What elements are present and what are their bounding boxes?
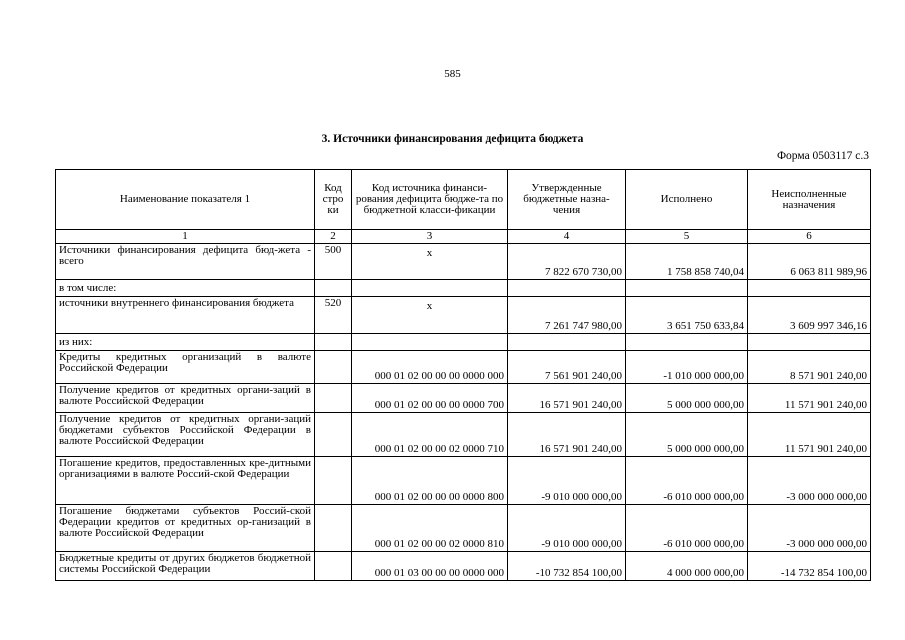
- row-source-code: 000 01 02 00 00 00 0000 800: [352, 457, 508, 505]
- row-unexecuted: 11 571 901 240,00: [748, 384, 871, 413]
- row-name: источники внутреннего финансирования бюджета: [56, 297, 315, 334]
- column-number: 2: [315, 230, 352, 244]
- header-source-code: Код источника финанси-рования дефицита бюдже-та по бюджетной класси-фикации: [352, 170, 508, 230]
- row-source-code: 000 01 02 00 00 02 0000 710: [352, 413, 508, 457]
- row-line-code: [315, 413, 352, 457]
- row-unexecuted: [748, 280, 871, 297]
- table-row: [56, 413, 871, 457]
- row-line-code: [315, 280, 352, 297]
- header-unexecuted: Неисполненные назначения: [748, 170, 871, 230]
- row-name: Получение кредитов от кредитных органи-заций бюджетами субъектов Российской Федерации в валюте Российской Федерации: [56, 413, 315, 457]
- table-row: [56, 552, 871, 581]
- column-number: 1: [56, 230, 315, 244]
- row-source-code: х: [352, 244, 508, 280]
- row-name: Кредиты кредитных организаций в валюте Российской Федерации: [56, 351, 315, 384]
- row-unexecuted: 11 571 901 240,00: [748, 413, 871, 457]
- row-name: Погашение бюджетами субъектов Россий-ской Федерации кредитов от кредитных ор-ганизаций в валюте Российской Федерации: [56, 505, 315, 552]
- row-unexecuted: -14 732 854 100,00: [748, 552, 871, 581]
- page-number: 585: [444, 68, 461, 80]
- row-source-code: 000 01 02 00 00 00 0000 000: [352, 351, 508, 384]
- row-name: Источники финансирования дефицита бюд-жета - всего: [56, 244, 315, 280]
- row-line-code: 500: [315, 244, 352, 280]
- table-row: [56, 297, 871, 334]
- row-source-code: х: [352, 297, 508, 334]
- row-approved: 7 561 901 240,00: [508, 351, 626, 384]
- header-row: [56, 170, 871, 230]
- row-line-code: 520: [315, 297, 352, 334]
- header-executed: Исполнено: [626, 170, 748, 230]
- row-unexecuted: 8 571 901 240,00: [748, 351, 871, 384]
- row-name: из них:: [56, 334, 315, 351]
- row-approved: 7 822 670 730,00: [508, 244, 626, 280]
- row-source-code: 000 01 02 00 00 02 0000 810: [352, 505, 508, 552]
- row-source-code: [352, 334, 508, 351]
- row-line-code: [315, 552, 352, 581]
- row-approved: -10 732 854 100,00: [508, 552, 626, 581]
- table-row: [56, 384, 871, 413]
- row-executed: 5 000 000 000,00: [626, 413, 748, 457]
- row-approved: [508, 280, 626, 297]
- row-approved: 7 261 747 980,00: [508, 297, 626, 334]
- column-number: 3: [352, 230, 508, 244]
- table-row: [56, 351, 871, 384]
- row-unexecuted: 3 609 997 346,16: [748, 297, 871, 334]
- table-row: [56, 457, 871, 505]
- row-line-code: [315, 351, 352, 384]
- row-line-code: [315, 457, 352, 505]
- form-code: Форма 0503117 с.3: [776, 150, 869, 162]
- table-row: [56, 244, 871, 280]
- row-unexecuted: 6 063 811 989,96: [748, 244, 871, 280]
- header-line-code: Код стро ки: [315, 170, 352, 230]
- row-executed: 4 000 000 000,00: [626, 552, 748, 581]
- row-executed: [626, 334, 748, 351]
- row-source-code: [352, 280, 508, 297]
- report-title: 3. Источники финансирования дефицита бюджета: [321, 133, 584, 145]
- table-row: [56, 334, 871, 351]
- row-unexecuted: -3 000 000 000,00: [748, 505, 871, 552]
- table-row: [56, 280, 871, 297]
- row-approved: [508, 334, 626, 351]
- row-line-code: [315, 505, 352, 552]
- row-name: Погашение кредитов, предоставленных кре-дитными организациями в валюте Россий-ской Федерации: [56, 457, 315, 505]
- row-executed: -6 010 000 000,00: [626, 457, 748, 505]
- row-source-code: 000 01 03 00 00 00 0000 000: [352, 552, 508, 581]
- row-executed: -6 010 000 000,00: [626, 505, 748, 552]
- row-approved: -9 010 000 000,00: [508, 457, 626, 505]
- row-executed: [626, 280, 748, 297]
- row-line-code: [315, 334, 352, 351]
- row-name: в том числе:: [56, 280, 315, 297]
- row-source-code: 000 01 02 00 00 00 0000 700: [352, 384, 508, 413]
- header-name: Наименование показателя 1: [56, 170, 315, 230]
- row-approved: 16 571 901 240,00: [508, 413, 626, 457]
- row-executed: 3 651 750 633,84: [626, 297, 748, 334]
- column-number: 4: [508, 230, 626, 244]
- row-executed: 5 000 000 000,00: [626, 384, 748, 413]
- row-name: Бюджетные кредиты от других бюджетов бюджетной системы Российской Федерации: [56, 552, 315, 581]
- column-number: 5: [626, 230, 748, 244]
- header-approved: Утвержденные бюджетные назна-чения: [508, 170, 626, 230]
- financing-sources-table: [55, 169, 871, 581]
- row-name: Получение кредитов от кредитных органи-заций в валюте Российской Федерации: [56, 384, 315, 413]
- column-number: 6: [748, 230, 871, 244]
- column-number-row: [56, 230, 871, 244]
- row-approved: 16 571 901 240,00: [508, 384, 626, 413]
- row-line-code: [315, 384, 352, 413]
- table-row: [56, 505, 871, 552]
- row-approved: -9 010 000 000,00: [508, 505, 626, 552]
- row-executed: 1 758 858 740,04: [626, 244, 748, 280]
- row-unexecuted: -3 000 000 000,00: [748, 457, 871, 505]
- row-executed: -1 010 000 000,00: [626, 351, 748, 384]
- row-unexecuted: [748, 334, 871, 351]
